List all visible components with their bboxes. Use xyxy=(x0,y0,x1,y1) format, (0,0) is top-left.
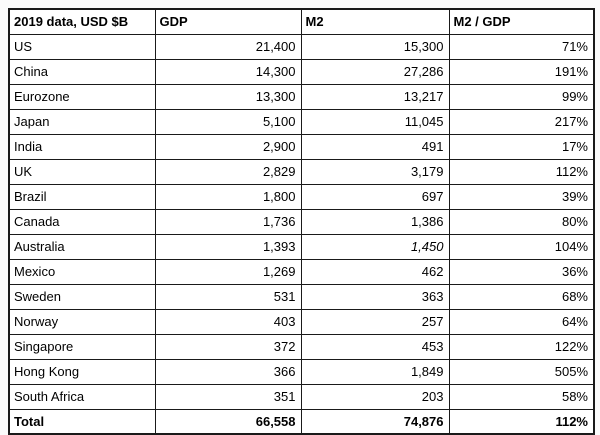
m2-gdp-ratio-cell: 17% xyxy=(449,134,594,159)
gdp-value-cell: 66,558 xyxy=(155,409,301,434)
m2-gdp-ratio-cell: 64% xyxy=(449,309,594,334)
table-row xyxy=(9,384,594,409)
gdp-value-cell: 2,900 xyxy=(155,134,301,159)
m2-gdp-ratio-cell: 191% xyxy=(449,59,594,84)
country-cell: Japan xyxy=(9,109,155,134)
gdp-value-cell: 1,393 xyxy=(155,234,301,259)
m2-value-cell: 697 xyxy=(301,184,449,209)
country-cell: South Africa xyxy=(9,384,155,409)
table-row xyxy=(9,209,594,234)
table-row xyxy=(9,259,594,284)
country-cell: Norway xyxy=(9,309,155,334)
gdp-value-cell: 403 xyxy=(155,309,301,334)
data-table xyxy=(8,8,595,435)
m2-gdp-ratio-cell: 68% xyxy=(449,284,594,309)
m2-gdp-ratio-cell: 217% xyxy=(449,109,594,134)
gdp-value-cell: 1,800 xyxy=(155,184,301,209)
table-body xyxy=(9,34,594,434)
m2-value-cell: 453 xyxy=(301,334,449,359)
total-row xyxy=(9,409,594,434)
m2-gdp-ratio-cell: 99% xyxy=(449,84,594,109)
country-cell: Total xyxy=(9,409,155,434)
country-cell: Brazil xyxy=(9,184,155,209)
m2-value-cell: 1,386 xyxy=(301,209,449,234)
country-cell: Hong Kong xyxy=(9,359,155,384)
m2-gdp-ratio-cell: 39% xyxy=(449,184,594,209)
m2-value-cell: 1,450 xyxy=(301,234,449,259)
gdp-value-cell: 351 xyxy=(155,384,301,409)
m2-gdp-ratio-cell: 36% xyxy=(449,259,594,284)
m2-value-cell: 363 xyxy=(301,284,449,309)
m2-gdp-ratio-cell: 104% xyxy=(449,234,594,259)
m2-value-cell: 27,286 xyxy=(301,59,449,84)
header-2019-data-usd: 2019 data, USD $B xyxy=(9,9,155,34)
country-cell: Singapore xyxy=(9,334,155,359)
table-row xyxy=(9,309,594,334)
m2-value-cell: 74,876 xyxy=(301,409,449,434)
gdp-value-cell: 372 xyxy=(155,334,301,359)
table-row xyxy=(9,234,594,259)
m2-gdp-ratio-cell: 112% xyxy=(449,159,594,184)
m2-value-cell: 13,217 xyxy=(301,84,449,109)
country-cell: Mexico xyxy=(9,259,155,284)
gdp-value-cell: 13,300 xyxy=(155,84,301,109)
m2-value-cell: 3,179 xyxy=(301,159,449,184)
header-m2: M2 xyxy=(301,9,449,34)
table-row xyxy=(9,109,594,134)
m2-gdp-ratio-cell: 505% xyxy=(449,359,594,384)
table-row xyxy=(9,184,594,209)
gdp-value-cell: 5,100 xyxy=(155,109,301,134)
table-row xyxy=(9,34,594,59)
m2-gdp-ratio-cell: 58% xyxy=(449,384,594,409)
gdp-value-cell: 1,736 xyxy=(155,209,301,234)
gdp-value-cell: 531 xyxy=(155,284,301,309)
gdp-value-cell: 366 xyxy=(155,359,301,384)
table-row xyxy=(9,84,594,109)
m2-gdp-ratio-cell: 122% xyxy=(449,334,594,359)
country-cell: Australia xyxy=(9,234,155,259)
header-m2-gdp-ratio: M2 / GDP xyxy=(449,9,594,34)
header-gdp: GDP xyxy=(155,9,301,34)
table-row xyxy=(9,134,594,159)
m2-value-cell: 1,849 xyxy=(301,359,449,384)
gdp-value-cell: 21,400 xyxy=(155,34,301,59)
country-cell: Sweden xyxy=(9,284,155,309)
gdp-value-cell: 1,269 xyxy=(155,259,301,284)
m2-value-cell: 11,045 xyxy=(301,109,449,134)
m2-value-cell: 462 xyxy=(301,259,449,284)
country-cell: China xyxy=(9,59,155,84)
m2-gdp-ratio-cell: 71% xyxy=(449,34,594,59)
country-cell: India xyxy=(9,134,155,159)
header-row xyxy=(9,9,594,34)
m2-value-cell: 203 xyxy=(301,384,449,409)
m2-value-cell: 15,300 xyxy=(301,34,449,59)
table-row xyxy=(9,159,594,184)
table-row xyxy=(9,334,594,359)
table-row xyxy=(9,59,594,84)
country-cell: US xyxy=(9,34,155,59)
country-cell: UK xyxy=(9,159,155,184)
m2-gdp-ratio-cell: 112% xyxy=(449,409,594,434)
m2-value-cell: 491 xyxy=(301,134,449,159)
data-table-container xyxy=(8,8,595,435)
country-cell: Canada xyxy=(9,209,155,234)
gdp-value-cell: 2,829 xyxy=(155,159,301,184)
m2-value-cell: 257 xyxy=(301,309,449,334)
gdp-value-cell: 14,300 xyxy=(155,59,301,84)
country-cell: Eurozone xyxy=(9,84,155,109)
table-row xyxy=(9,284,594,309)
table-row xyxy=(9,359,594,384)
m2-gdp-ratio-cell: 80% xyxy=(449,209,594,234)
